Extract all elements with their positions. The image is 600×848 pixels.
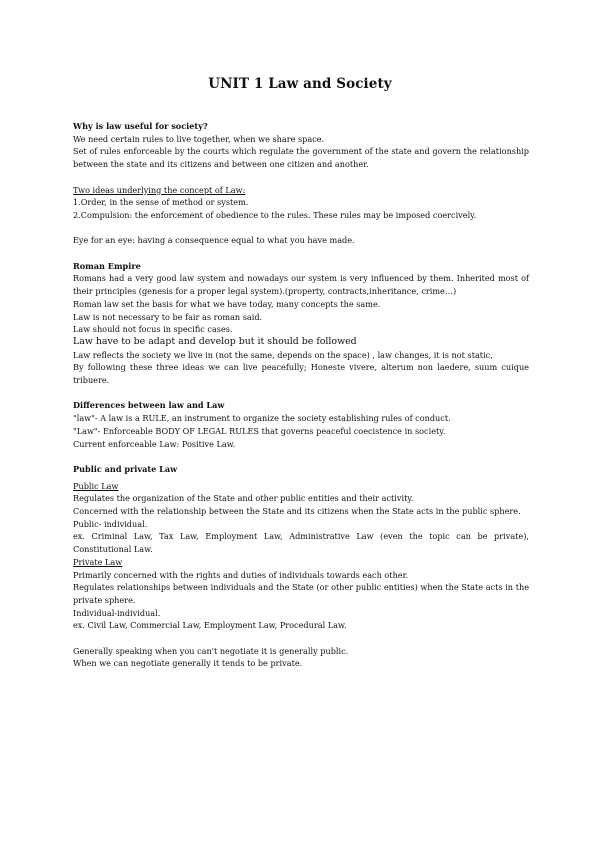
section-heading-differences: Differences between law and Law <box>73 400 225 411</box>
list-item: 1.Order, in the sense of method or system. <box>73 197 249 208</box>
paragraph: ex. Criminal Law, Tax Law, Employment Law, Administrative Law (even the topic can be private), Constitutional Law. <box>73 531 529 555</box>
paragraph: Regulates relationships between individuals and the State (or other public entities) when the State acts in the private sphere. <box>73 582 529 605</box>
paragraph: Individual-individual. <box>73 607 161 618</box>
paragraph: Public- individual. <box>73 518 148 529</box>
paragraph: "Law"- Enforceable BODY OF LEGAL RULES that governs peaceful coecistence in society. <box>73 425 446 436</box>
paragraph: ex. Civil Law, Commercial Law, Employment Law, Procedural Law. <box>73 620 347 631</box>
subheading-private-law: Private Law <box>73 556 123 567</box>
paragraph: Law reflects the society we live in (not the same, depends on the space) , law changes, it is not static, <box>73 349 493 360</box>
paragraph: Set of rules enforceable by the courts which regulate the government of the state and govern the relationship between the state and its citizens and between one citizen and another. <box>73 146 529 170</box>
paragraph: Regulates the organization of the State and other public entities and their activity. <box>73 493 414 504</box>
paragraph: Concerned with the relationship between the State and its citizens when the State acts in the public sphere. <box>73 506 521 517</box>
paragraph: Romans had a very good law system and nowadays our system is very influenced by them. Inherited most of their principles (genesis for a proper legal system).(property, contracts,inheritance, crime…) <box>73 273 529 297</box>
paragraph: "law"- A law is a RULE, an instrument to organize the society establishing rules of conduct. <box>73 413 451 424</box>
paragraph: By following these three ideas we can live peacefully; Honeste vivere, alterum non laedere, suum cuique tribuere. <box>73 362 529 386</box>
paragraph: Law have to be adapt and develop but it should be followed <box>73 335 357 347</box>
paragraph: Current enforceable Law: Positive Law. <box>73 438 236 449</box>
section-heading-public-private: Public and private Law <box>73 463 178 474</box>
page-title: UNIT 1 Law and Society <box>208 76 392 92</box>
paragraph: Generally speaking when you can't negotiate it is generally public. <box>73 645 349 656</box>
list-item: 2.Compulsion: the enforcement of obedience to the rules. These rules may be imposed coercively. <box>73 209 477 220</box>
section-heading-roman-empire: Roman Empire <box>73 260 141 271</box>
paragraph: We need certain rules to live together, when we share space. <box>73 133 325 144</box>
subheading-public-law: Public Law <box>73 480 119 491</box>
paragraph: When we can negotiate generally it tends to be private. <box>73 658 303 669</box>
section-heading-why-law: Why is law useful for society? <box>73 121 208 131</box>
paragraph: Law should not focus in specific cases. <box>73 324 233 335</box>
document-body <box>73 120 529 670</box>
paragraph: Roman law set the basis for what we have today, many concepts the same. <box>73 298 381 309</box>
paragraph: Primarily concerned with the rights and duties of individuals towards each other. <box>73 569 409 580</box>
paragraph: Eye for an eye: having a consequence equal to what you have made. <box>73 235 355 246</box>
paragraph: Law is not necessary to be fair as roman said. <box>73 311 263 322</box>
section-heading-two-ideas: Two ideas underlying the concept of Law: <box>73 184 246 195</box>
